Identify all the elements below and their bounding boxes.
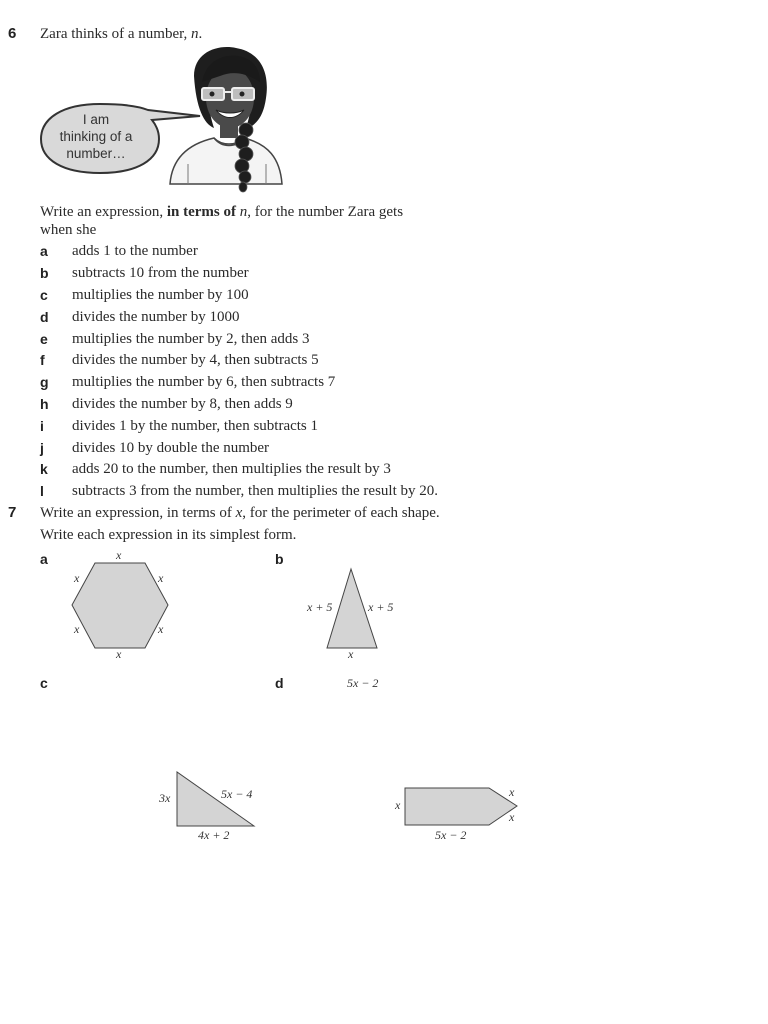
pentagon-top: 5x − 2 xyxy=(347,676,379,690)
list-item: divides the number by 4, then subtracts 5 xyxy=(72,352,319,368)
item-label: d xyxy=(40,309,49,325)
pentagon-left: x xyxy=(395,798,401,812)
hexagon-side-top: x xyxy=(116,548,122,562)
q7-suffix: , for the perimeter of each shape. xyxy=(242,505,440,521)
hexagon-side-bottom-right: x xyxy=(158,622,164,636)
q7-text: Write an expression, in terms of xyxy=(40,505,236,521)
list-item: divides 10 by double the number xyxy=(72,440,270,456)
list-item: multiplies the number by 2, then adds 3 xyxy=(72,331,310,347)
item-label: k xyxy=(40,461,48,477)
shape-label-c: c xyxy=(40,675,48,691)
prompt-variable: n xyxy=(239,204,248,220)
intro-period: . xyxy=(198,26,203,42)
item-label: f xyxy=(40,352,45,368)
shape-label-b: b xyxy=(275,551,284,567)
list-item: multiplies the number by 6, then subtracts 7 xyxy=(72,374,336,390)
intro-text: Zara thinks of a number, xyxy=(40,26,192,42)
item-label: h xyxy=(40,396,49,412)
speech-bubble-text: I am thinking of a number… xyxy=(59,112,133,161)
intro-variable: n xyxy=(191,26,199,42)
hexagon-side-top-left: x xyxy=(74,571,80,585)
question-7-number: 7 xyxy=(8,504,17,521)
list-item: subtracts 10 from the number xyxy=(72,265,249,281)
item-label: b xyxy=(40,265,49,281)
item-label: j xyxy=(40,440,44,456)
question-7-line2: Write each expression in its simplest form. xyxy=(40,527,297,543)
shape-label-d: d xyxy=(275,675,284,691)
triangle-right-side: x + 5 xyxy=(368,600,394,614)
item-label: a xyxy=(40,243,48,259)
list-item: subtracts 3 from the number, then multiplies the result by 20. xyxy=(72,483,438,499)
pentagon-right-top: x xyxy=(509,785,515,799)
triangle-left-side: x + 5 xyxy=(307,600,333,614)
list-item: adds 1 to the number xyxy=(72,243,198,259)
pentagon-right-bottom: x xyxy=(509,810,515,824)
right-triangle-hyp: 5x − 4 xyxy=(221,787,253,801)
triangle-base: x xyxy=(348,647,354,661)
prompt-suffix: , for the number Zara gets xyxy=(247,204,404,220)
question-6-number: 6 xyxy=(8,25,17,42)
prompt-text: Write an expression, xyxy=(40,204,167,220)
list-item: divides the number by 1000 xyxy=(72,309,240,325)
item-label: i xyxy=(40,418,44,434)
hexagon-shape xyxy=(72,563,168,648)
item-label: l xyxy=(40,483,44,499)
hexagon-side-bottom: x xyxy=(116,647,122,661)
list-item: divides 1 by the number, then subtracts 1 xyxy=(72,418,319,434)
list-item: divides the number by 8, then adds 9 xyxy=(72,396,293,412)
item-label: e xyxy=(40,331,48,347)
list-item: multiplies the number by 100 xyxy=(72,287,249,303)
item-label: c xyxy=(40,287,48,303)
prompt-bold: in terms of xyxy=(166,204,237,220)
list-item: adds 20 to the number, then multiplies the result by 3 xyxy=(72,461,391,477)
pentagon-shape xyxy=(405,788,517,825)
hexagon-side-top-right: x xyxy=(158,571,164,585)
item-label: g xyxy=(40,374,49,390)
shape-label-a: a xyxy=(40,551,48,567)
right-triangle-base: 4x + 2 xyxy=(198,828,230,842)
q7-variable: x xyxy=(235,505,243,521)
prompt-line2: when she xyxy=(40,222,97,238)
pentagon-bottom: 5x − 2 xyxy=(435,828,467,842)
hexagon-side-bottom-left: x xyxy=(74,622,80,636)
right-triangle-left: 3x xyxy=(159,791,171,805)
